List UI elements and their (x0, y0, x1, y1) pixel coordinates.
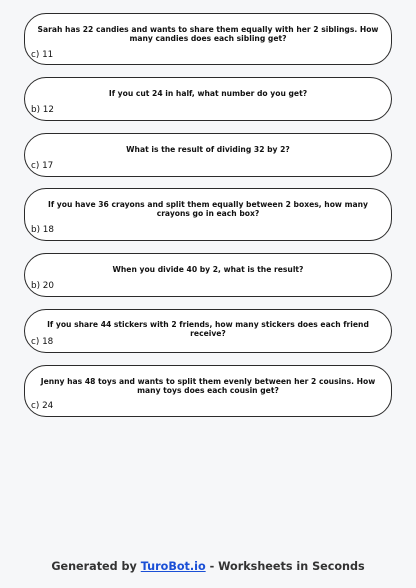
question-card-6 (24, 309, 392, 353)
answer-text: c) 24 (31, 401, 54, 411)
question-text: If you share 44 stickers with 2 friends, how many stickers does each friend receive? (47, 320, 369, 338)
answer-text: b) 12 (31, 105, 55, 115)
question-text: What is the result of dividing 32 by 2? (126, 145, 290, 154)
answer-text: b) 18 (31, 225, 55, 235)
question-text: Sarah has 22 candies and wants to share them equally with her 2 siblings. How many candies does each sibling get? (37, 25, 379, 43)
question-card-1 (24, 13, 392, 65)
footer-prefix: Generated by (51, 560, 137, 573)
answer-text: c) 11 (31, 50, 54, 60)
brand-link[interactable]: TuroBot.io (140, 560, 206, 573)
question-card-2 (24, 77, 392, 121)
question-text: If you have 36 crayons and split them equally between 2 boxes, how many crayons go in each box? (48, 200, 368, 218)
question-text: If you cut 24 in half, what number do you get? (108, 89, 308, 98)
footer-suffix: - Worksheets in Seconds (209, 560, 365, 573)
question-text: Jenny has 48 toys and wants to split them evenly between her 2 cousins. How many toys does each cousin get? (40, 377, 376, 395)
answer-text: c) 17 (31, 161, 54, 171)
answer-text: c) 18 (31, 337, 54, 347)
question-card-3 (24, 133, 392, 177)
footer-credit (0, 560, 416, 574)
answer-text: b) 20 (31, 281, 55, 291)
question-card-4 (24, 188, 392, 241)
question-text: When you divide 40 by 2, what is the result? (112, 265, 304, 274)
question-card-5 (24, 253, 392, 297)
question-card-7 (24, 365, 392, 417)
